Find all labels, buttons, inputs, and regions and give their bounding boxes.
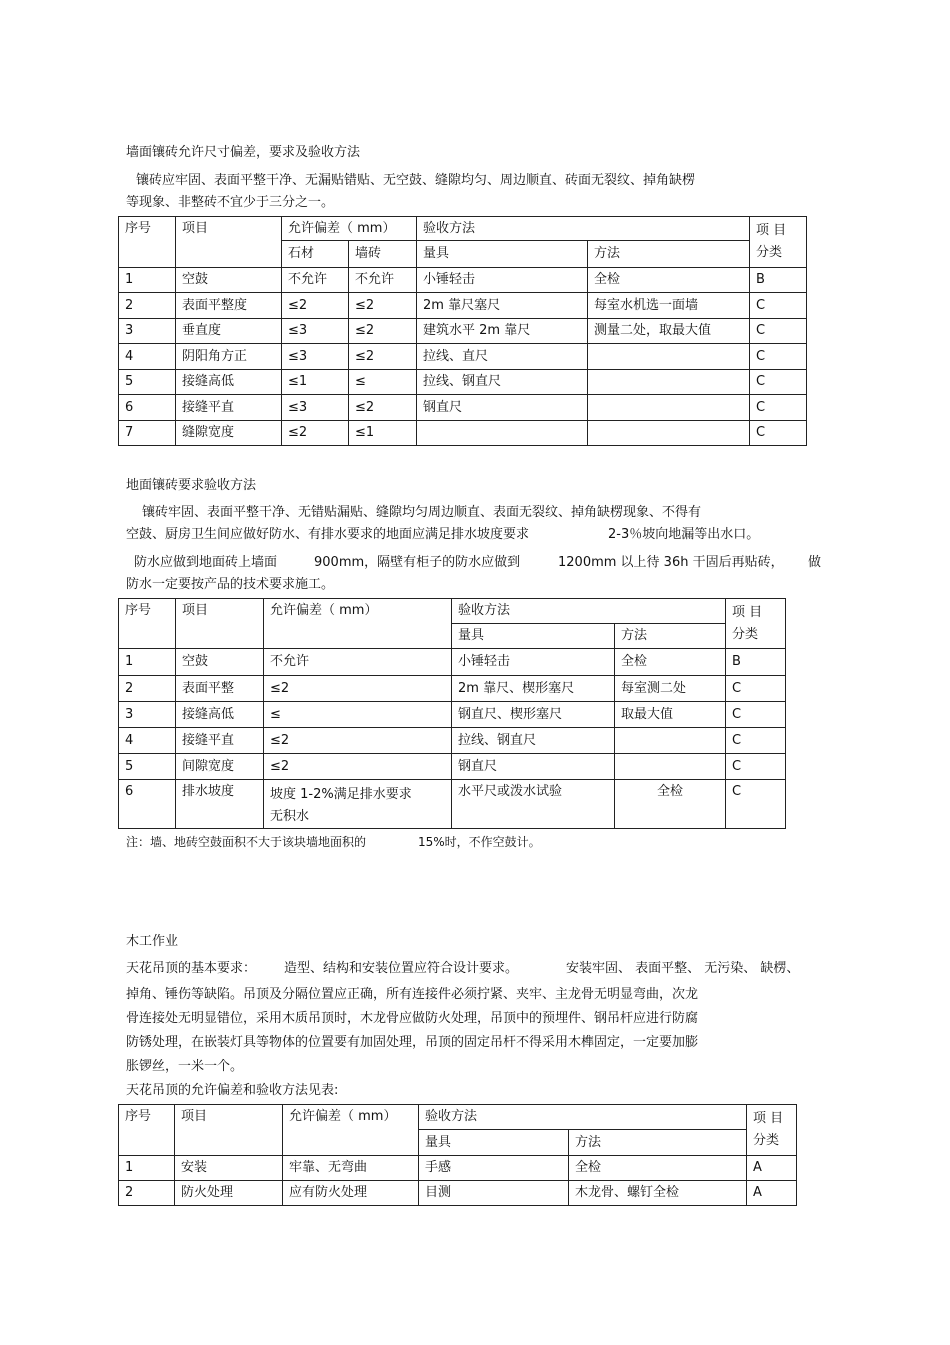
- header-tool: 量具: [419, 1130, 569, 1156]
- row-tolerance: 牢靠、无弯曲: [283, 1156, 419, 1181]
- header-tile: 墙砖: [349, 241, 417, 268]
- wall-tile-table: [118, 216, 807, 446]
- row-stone: ≤3: [282, 319, 349, 344]
- header-method: 方法: [569, 1130, 747, 1156]
- row-tile: ≤1: [349, 421, 417, 446]
- row-method: [588, 370, 750, 395]
- table-row: [119, 293, 807, 319]
- header-tool: 量具: [452, 624, 615, 649]
- header-category: 项 目 分类: [747, 1105, 797, 1156]
- section2-para-line4: 防水一定要按产品的技术要求施工。: [126, 577, 335, 592]
- ceiling-table: [118, 1104, 797, 1206]
- row-category: C: [726, 728, 786, 754]
- row-no: 3: [119, 702, 176, 728]
- row-tool: 拉线、钢直尺: [452, 728, 615, 754]
- header-method: 方法: [588, 241, 750, 268]
- row-category: C: [750, 293, 807, 319]
- table-row: [119, 344, 807, 370]
- table-row: [119, 702, 786, 728]
- section2-para-line3d: 做: [808, 555, 822, 570]
- row-tile: ≤2: [349, 293, 417, 319]
- row-tool: 手感: [419, 1156, 569, 1181]
- section2-para-line1: 镶砖牢固、表面平整干净、无错贴漏贴、缝隙均匀周边顺直、表面无裂纹、掉角缺楞现象、不得有: [142, 505, 702, 520]
- row-no: 2: [119, 1181, 175, 1206]
- row-method: 每室水机选一面墙: [588, 293, 750, 319]
- header-category: 项 目 分类: [750, 217, 807, 268]
- row-category: C: [726, 676, 786, 702]
- section3-line2: 掉角、锤伤等缺陷。吊顶及分隔位置应正确，所有连接件必须拧紧、夹牢、主龙骨无明显弯曲，次龙: [126, 987, 699, 1002]
- row-item: 阴阳角方正: [176, 344, 282, 370]
- row-tool: 拉线、钢直尺: [417, 370, 588, 395]
- section3-line6: 天花吊顶的允许偏差和验收方法见表:: [126, 1083, 339, 1098]
- row-method: [588, 344, 750, 370]
- table-row: [119, 319, 807, 344]
- row-category: C: [750, 344, 807, 370]
- section2-para-line3b: 900mm，隔壁有柜子的防水应做到: [314, 555, 521, 570]
- row-tool: 2m 靠尺塞尺: [417, 293, 588, 319]
- row-item: 空鼓: [176, 649, 264, 676]
- section3-line3: 骨连接处无明显错位，采用木质吊顶时，木龙骨应做防火处理，吊顶中的预埋件、钢吊杆应进行防腐: [126, 1011, 699, 1026]
- row-item: 排水坡度: [176, 780, 264, 829]
- header-no: 序号: [119, 1105, 175, 1156]
- row-tool: [417, 421, 588, 446]
- row-item: 接缝平直: [176, 395, 282, 421]
- row-stone: ≤3: [282, 395, 349, 421]
- row-category: B: [726, 649, 786, 676]
- row-category: C: [726, 754, 786, 780]
- row-no: 6: [119, 780, 176, 829]
- row-method: [588, 421, 750, 446]
- row-no: 2: [119, 293, 176, 319]
- row-item: 垂直度: [176, 319, 282, 344]
- row-method: [615, 728, 726, 754]
- table-row: [119, 1156, 797, 1181]
- row-category: C: [750, 395, 807, 421]
- row-item: 安装: [175, 1156, 283, 1181]
- row-item: 间隙宽度: [176, 754, 264, 780]
- section2-title: 地面镶砖要求验收方法: [126, 478, 257, 493]
- table-row: [119, 780, 786, 829]
- section2-para-line2a: 空鼓、厨房卫生间应做好防水、有排水要求的地面应满足排水坡度要求: [126, 527, 530, 542]
- table-row: [119, 676, 786, 702]
- section1-para-line2: 等现象、非整砖不宜少于三分之一。: [126, 195, 335, 210]
- row-item: 空鼓: [176, 268, 282, 293]
- header-tolerance: 允许偏差（ mm）: [283, 1105, 419, 1156]
- row-item: 接缝平直: [176, 728, 264, 754]
- row-no: 5: [119, 754, 176, 780]
- row-tile: ≤2: [349, 319, 417, 344]
- table-row: [119, 421, 807, 446]
- section1-para-line1: 镶砖应牢固、表面平整干净、无漏贴错贴、无空鼓、缝隙均匀、周边顺直、砖面无裂纹、掉角缺楞: [136, 173, 696, 188]
- row-stone: ≤1: [282, 370, 349, 395]
- table-row: [119, 395, 807, 421]
- row-no: 4: [119, 344, 176, 370]
- section2-note-a: 注：墙、地砖空鼓面积不大于该块墙地面积的: [126, 835, 367, 849]
- row-no: 2: [119, 676, 176, 702]
- row-item: 防火处理: [175, 1181, 283, 1206]
- row-item: 接缝高低: [176, 370, 282, 395]
- row-tolerance: ≤2: [264, 676, 452, 702]
- header-method: 方法: [615, 624, 726, 649]
- table-row: [119, 728, 786, 754]
- header-method-group: 验收方法: [419, 1105, 747, 1130]
- section2-note-b: 15%时，不作空鼓计。: [418, 835, 541, 849]
- row-item: 缝隙宽度: [176, 421, 282, 446]
- section2-para-line2b: 2-3％坡向地漏等出水口。: [608, 527, 760, 542]
- row-no: 3: [119, 319, 176, 344]
- floor-tile-table: [118, 598, 786, 829]
- row-item: 表面平整度: [176, 293, 282, 319]
- row-tool: 建筑水平 2m 靠尺: [417, 319, 588, 344]
- row-tolerance: 不允许: [264, 649, 452, 676]
- row-category: B: [750, 268, 807, 293]
- row-method: 每室测二处: [615, 676, 726, 702]
- header-category: 项 目 分类: [726, 599, 786, 649]
- row-tile: 不允许: [349, 268, 417, 293]
- row-tolerance: ≤2: [264, 728, 452, 754]
- row-method: 全检: [588, 268, 750, 293]
- row-no: 7: [119, 421, 176, 446]
- row-tool: 小锤轻击: [417, 268, 588, 293]
- row-category: C: [750, 370, 807, 395]
- row-no: 1: [119, 649, 176, 676]
- row-tolerance: 坡度 1-2%满足排水要求 无积水: [264, 780, 452, 829]
- row-tool: 钢直尺: [452, 754, 615, 780]
- table-row: [119, 370, 807, 395]
- row-tolerance: 应有防火处理: [283, 1181, 419, 1206]
- section3-line5: 胀锣丝，一米一个。: [126, 1059, 244, 1074]
- row-tolerance: ≤: [264, 702, 452, 728]
- row-tool: 拉线、直尺: [417, 344, 588, 370]
- row-tile: ≤2: [349, 395, 417, 421]
- row-method: 木龙骨、螺钉全检: [569, 1181, 747, 1206]
- header-tolerance: 允许偏差（ mm）: [282, 217, 417, 241]
- row-category: C: [750, 319, 807, 344]
- row-tile: ≤: [349, 370, 417, 395]
- section1-title: 墙面镶砖允许尺寸偏差，要求及验收方法: [126, 145, 361, 160]
- row-tolerance: ≤2: [264, 754, 452, 780]
- table-row: [119, 268, 807, 293]
- header-item: 项目: [175, 1105, 283, 1156]
- row-method: 测量二处，取最大值: [588, 319, 750, 344]
- row-tool: 水平尺或泼水试验: [452, 780, 615, 829]
- row-no: 5: [119, 370, 176, 395]
- row-method: 取最大值: [615, 702, 726, 728]
- section3-line1b: 造型、结构和安装位置应符合设计要求。: [284, 961, 519, 976]
- row-method: 全检: [615, 780, 726, 829]
- row-tile: ≤2: [349, 344, 417, 370]
- header-method-group: 验收方法: [452, 599, 726, 624]
- header-item: 项目: [176, 217, 282, 268]
- section3-line1c: 安装牢固、 表面平整、 无污染、 缺楞、: [566, 961, 800, 976]
- row-stone: ≤3: [282, 344, 349, 370]
- row-no: 1: [119, 268, 176, 293]
- row-category: C: [726, 780, 786, 829]
- header-item: 项目: [176, 599, 264, 649]
- row-item: 表面平整: [176, 676, 264, 702]
- header-tool: 量具: [417, 241, 588, 268]
- section3-line4: 防锈处理，在嵌装灯具等物体的位置要有加固处理，吊顶的固定吊杆不得采用木榫固定，一定要加膨: [126, 1035, 699, 1050]
- row-item: 接缝高低: [176, 702, 264, 728]
- table-row: [119, 754, 786, 780]
- header-tolerance: 允许偏差（ mm）: [264, 599, 452, 649]
- header-no: 序号: [119, 217, 176, 268]
- row-category: C: [750, 421, 807, 446]
- row-no: 6: [119, 395, 176, 421]
- section2-para-line3a: 防水应做到地面砖上墙面: [134, 555, 278, 570]
- row-category: C: [726, 702, 786, 728]
- row-method: [615, 754, 726, 780]
- table-row: [119, 649, 786, 676]
- row-tool: 目测: [419, 1181, 569, 1206]
- row-category: A: [747, 1181, 797, 1206]
- row-stone: ≤2: [282, 293, 349, 319]
- row-no: 4: [119, 728, 176, 754]
- row-tool: 钢直尺: [417, 395, 588, 421]
- section2-para-line3c: 1200mm 以上待 36h 干固后再贴砖，: [558, 555, 784, 570]
- row-category: A: [747, 1156, 797, 1181]
- row-tool: 钢直尺、楔形塞尺: [452, 702, 615, 728]
- row-stone: 不允许: [282, 268, 349, 293]
- row-method: 全检: [569, 1156, 747, 1181]
- row-method: [588, 395, 750, 421]
- row-method: 全检: [615, 649, 726, 676]
- row-tool: 小锤轻击: [452, 649, 615, 676]
- header-method-group: 验收方法: [417, 217, 750, 241]
- row-stone: ≤2: [282, 421, 349, 446]
- header-stone: 石材: [282, 241, 349, 268]
- table-row: [119, 1181, 797, 1206]
- section3-line1a: 天花吊顶的基本要求：: [126, 961, 257, 976]
- row-tool: 2m 靠尺、楔形塞尺: [452, 676, 615, 702]
- row-no: 1: [119, 1156, 175, 1181]
- section3-title: 木工作业: [126, 934, 179, 949]
- header-no: 序号: [119, 599, 176, 649]
